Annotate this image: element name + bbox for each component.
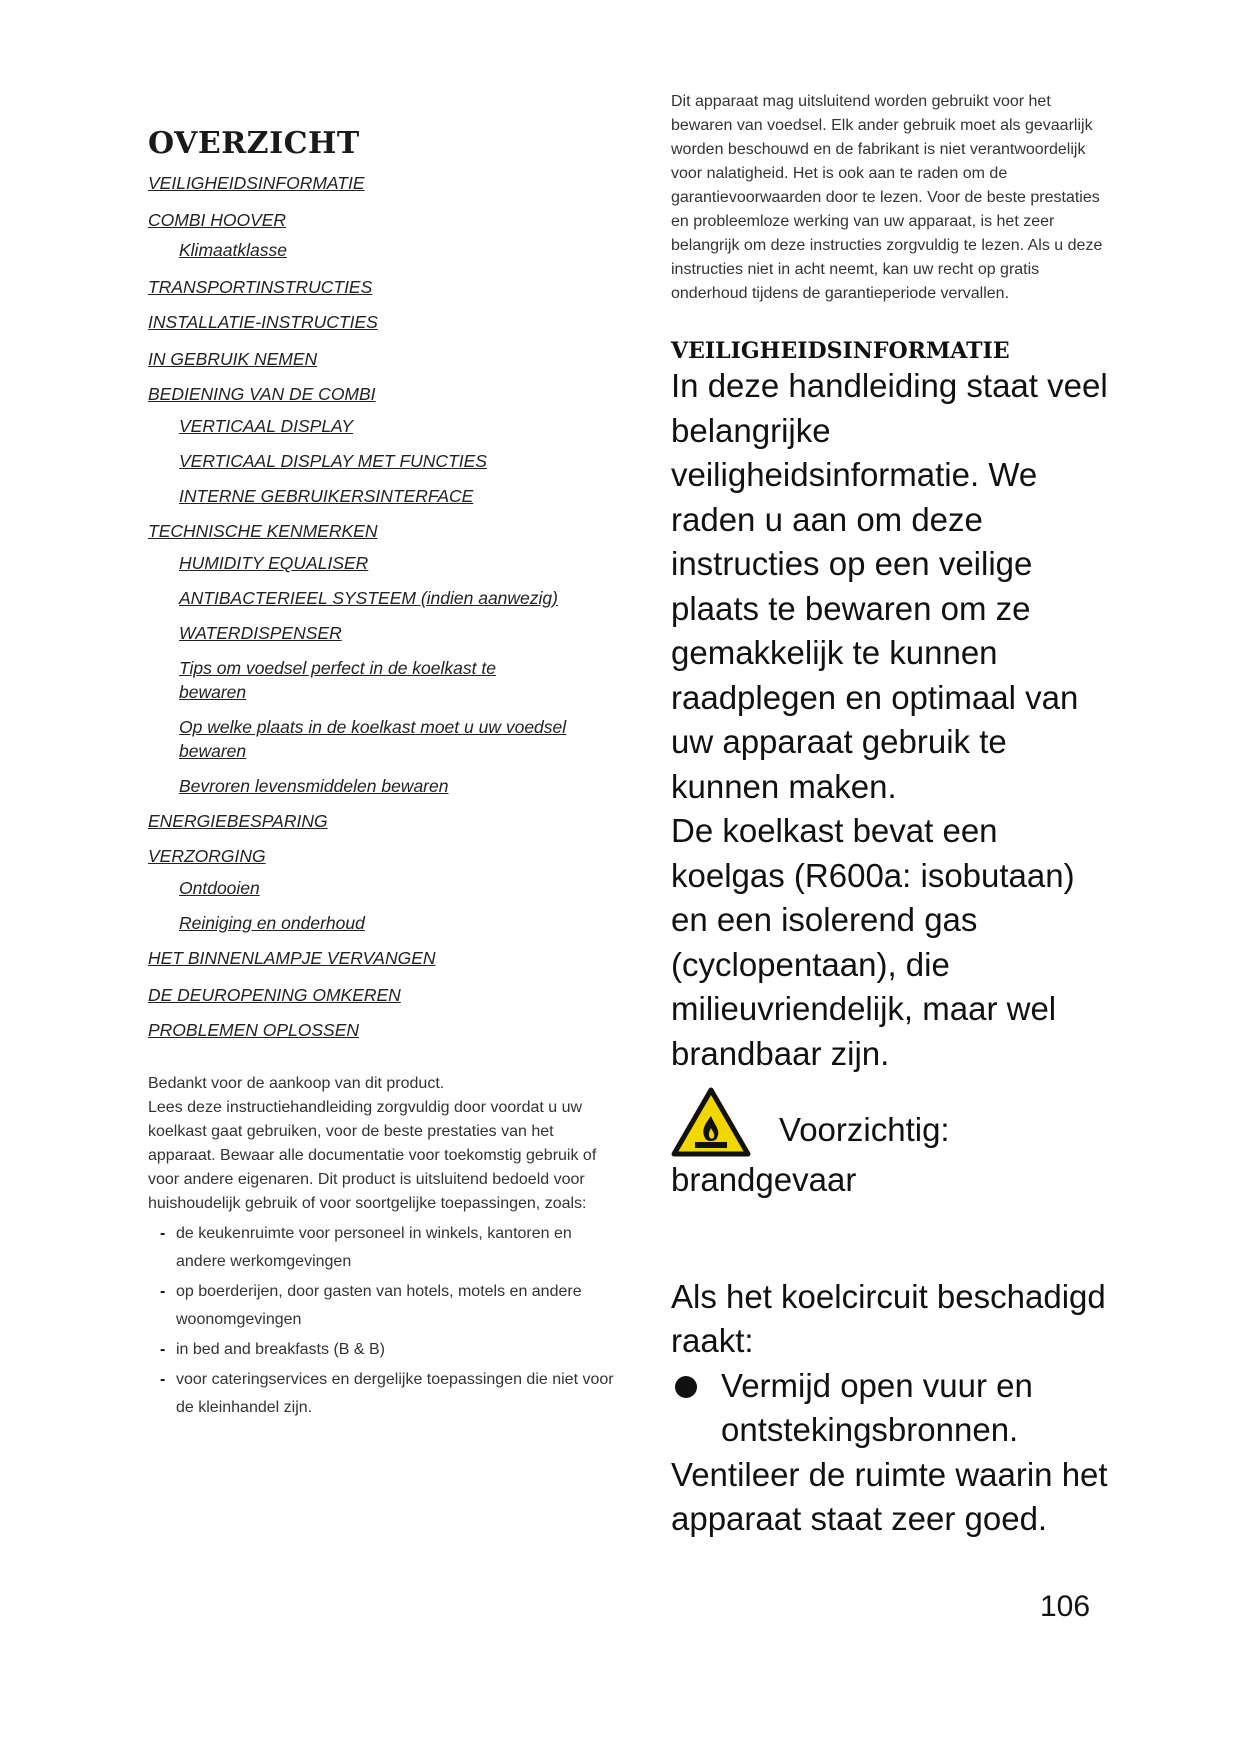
page-number: 106	[1040, 1590, 1091, 1623]
list-item: - in bed and breakfasts (B & B)	[148, 1336, 618, 1364]
toc-link[interactable]: PROBLEMEN OPLOSSEN	[148, 1020, 360, 1040]
toc-link[interactable]: BEDIENING VAN DE COMBI	[148, 384, 376, 404]
toc-link[interactable]: Tips om voedsel perfect in de koelkast te bewaren	[179, 658, 496, 702]
toc-link[interactable]: TECHNISCHE KENMERKEN	[148, 521, 378, 541]
dash-marker: -	[160, 1283, 166, 1300]
right-column	[671, 90, 1111, 1542]
toc-link[interactable]: VERZORGING	[148, 846, 266, 866]
usage-paragraph: Dit apparaat mag uitsluitend worden gebruikt voor het bewaren van voedsel. Elk ander gebruik moet als gevaarlijk worden beschouwd en de fabrikant is niet verantwoordelijk voor nalatigheid. Het is ook aan te raden om de garantievoorwaarden door te lezen. Voor de beste prestaties en probleemloze werking van uw apparaat, is het zeer belangrijk om deze instructies zorgvuldig te lezen. Als u deze instructies niet in acht neemt, kan uw recht op gratis onderhoud tijdens de garantieperiode vervallen.	[671, 93, 1103, 302]
intro-text	[148, 1072, 618, 1216]
toc-link[interactable]: Bevroren levensmiddelen bewaren	[179, 776, 449, 796]
caution-text: Voorzichtig:	[779, 1111, 950, 1148]
refrigerant-paragraph: De koelkast bevat een koelgas (R600a: isobutaan) en een isolerend gas (cyclopentaan), die milieuvriendelijk, maar wel brandbaar zijn.	[671, 812, 1075, 1072]
toc-link[interactable]: HUMIDITY EQUALISER	[179, 553, 369, 573]
toc-link[interactable]: VEILIGHEIDSINFORMATIE	[148, 173, 365, 193]
toc-link[interactable]: HET BINNENLAMPJE VERVANGEN	[148, 948, 436, 968]
toc-link[interactable]: VERTICAAL DISPLAY	[179, 416, 354, 436]
dash-marker: -	[160, 1341, 166, 1358]
toc-link[interactable]: Op welke plaats in de koelkast moet u uw voedsel bewaren	[179, 717, 567, 761]
fire-warning	[671, 1086, 1111, 1158]
safety-paragraph: In deze handleiding staat veel belangrijke veiligheidsinformatie. We raden u aan om deze instructies op een veilige plaats te bewaren om ze gemakkelijk te kunnen raadplegen en optimaal van uw apparaat gebruik te kunnen maken.	[671, 367, 1108, 805]
bullet-dot-icon	[675, 1376, 697, 1398]
overview-title: OVERZICHT	[148, 126, 360, 161]
left-column	[148, 92, 618, 1424]
toc-link[interactable]: INTERNE GEBRUIKERSINTERFACE	[179, 486, 474, 506]
toc-link[interactable]: ENERGIEBESPARING	[148, 811, 328, 831]
intro-thanks: Bedankt voor de aankoop van dit product.	[148, 1075, 445, 1092]
table-of-contents	[148, 171, 618, 1042]
list-item: - voor cateringservices en dergelijke toepassingen die niet voor de kleinhandel zijn.	[148, 1366, 618, 1422]
toc-link[interactable]: IN GEBRUIK NEMEN	[148, 349, 318, 369]
fire-risk-text: brandgevaar	[671, 1161, 857, 1198]
toc-link[interactable]: COMBI HOOVER	[148, 210, 287, 230]
list-item	[671, 1364, 1111, 1453]
toc-link[interactable]: INSTALLATIE-INSTRUCTIES	[148, 312, 378, 332]
toc-link[interactable]: TRANSPORTINSTRUCTIES	[148, 277, 373, 297]
safety-heading: VEILIGHEIDSINFORMATIE	[671, 338, 1010, 364]
avoid-fire-text: Vermijd open vuur en ontstekingsbronnen.	[721, 1366, 1033, 1448]
usage-list	[148, 1220, 618, 1422]
fire-hazard-warning-icon	[671, 1086, 751, 1158]
list-item: - de keukenruimte voor personeel in winkels, kantoren en andere werkomgevingen	[148, 1220, 618, 1276]
toc-link[interactable]: Reiniging en onderhoud	[179, 913, 365, 933]
intro-paragraph: Lees deze instructiehandleiding zorgvuldig door voordat u uw koelkast gaat gebruiken, voor de beste prestaties van het apparaat. Bewaar alle documentatie voor toekomstig gebruik of voor andere eigenaren. Dit product is uitsluitend bedoeld voor huishoudelijk gebruik of voor soortgelijke toepassingen, zoals:	[148, 1099, 597, 1212]
list-item: - op boerderijen, door gasten van hotels, motels en andere woonomgevingen	[148, 1278, 618, 1334]
toc-link[interactable]: VERTICAAL DISPLAY MET FUNCTIES	[179, 451, 487, 471]
toc-link[interactable]: WATERDISPENSER	[179, 623, 342, 643]
ventilate-text: Ventileer de ruimte waarin het apparaat staat zeer goed.	[671, 1455, 1108, 1537]
dash-marker: -	[160, 1371, 166, 1388]
toc-link[interactable]: Ontdooien	[179, 878, 260, 898]
toc-link[interactable]: ANTIBACTERIEEL SYSTEEM (indien aanwezig)	[179, 588, 558, 608]
dash-marker: -	[160, 1225, 166, 1242]
toc-link[interactable]: DE DEUROPENING OMKEREN	[148, 985, 401, 1005]
toc-link[interactable]: Klimaatklasse	[179, 240, 287, 260]
circuit-heading: Als het koelcircuit beschadigd raakt:	[671, 1277, 1106, 1359]
